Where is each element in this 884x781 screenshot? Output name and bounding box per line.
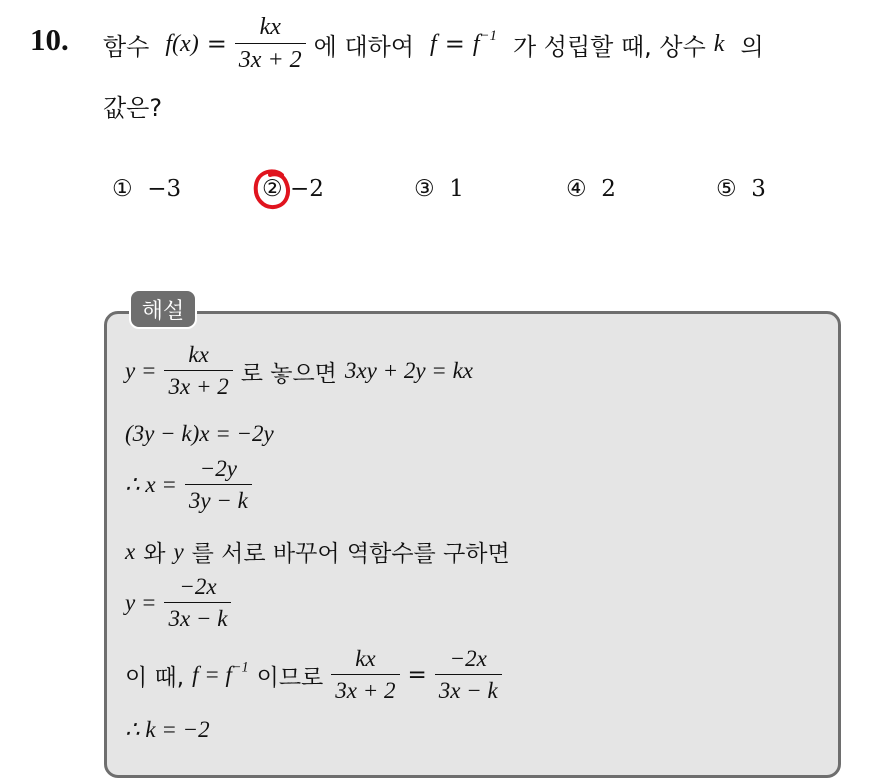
fraction-numerator: −2x	[449, 646, 487, 671]
fraction-denominator: 3x − k	[435, 674, 502, 704]
fraction-denominator: 3x − k	[164, 602, 231, 632]
fraction-denominator: 3y − k	[185, 484, 252, 514]
cond-equals: =	[444, 30, 465, 58]
choice-marker: ②	[262, 176, 283, 202]
choice-marker: ①	[112, 176, 133, 202]
inverse-exponent: −1	[231, 659, 249, 676]
cond-finv: $f^{-1}$	[472, 27, 497, 57]
l4-x: x	[125, 538, 136, 564]
stem-mid: 에 대하여	[313, 32, 415, 61]
stem-end: 의	[740, 32, 764, 61]
fraction-denominator: 3x + 2	[164, 370, 232, 400]
solution-line-3	[125, 456, 252, 514]
fraction-denominator: 3x + 2	[331, 674, 399, 704]
choice-1[interactable]	[112, 176, 181, 202]
inverse-exponent: −1	[479, 27, 497, 44]
choice-marker: ⑤	[716, 176, 737, 202]
question-stem-line2: 값은?	[103, 94, 163, 122]
l6-text: 이 때,	[125, 664, 185, 691]
solution-line-5	[125, 574, 231, 632]
solution-line-4	[125, 535, 510, 568]
function-fraction	[235, 14, 306, 74]
l1-equation: 3xy + 2y = kx	[344, 358, 473, 383]
cond-f: f	[430, 30, 437, 57]
fraction-numerator: kx	[355, 646, 376, 671]
l4-text-a: 와	[143, 541, 166, 567]
choice-value: 3	[751, 176, 766, 202]
const-k: k	[713, 30, 725, 57]
l3-lhs: ∴ x =	[125, 472, 177, 497]
l1-text: 로 놓으면	[240, 360, 337, 387]
fraction-numerator: −2y	[199, 456, 237, 481]
choice-marker: ③	[414, 176, 435, 202]
func-lhs: f(x)	[165, 30, 199, 57]
stem-intro: 함수	[103, 32, 150, 61]
l3-fraction	[185, 456, 252, 514]
fraction-denominator: 3x + 2	[235, 43, 306, 74]
l1-lhs: y =	[125, 358, 157, 383]
fraction-numerator: kx	[188, 342, 209, 367]
l4-text-b: 를 서로 바꾸어 역함수를 구하면	[191, 541, 510, 567]
fraction-numerator: kx	[259, 14, 281, 40]
question-stem-line1	[103, 14, 764, 74]
fraction-numerator: −2x	[179, 574, 217, 599]
l4-y: y	[173, 538, 184, 564]
choice-3[interactable]	[414, 176, 464, 202]
l6-fraction-right	[435, 646, 502, 704]
solution-line-1	[125, 342, 473, 400]
question-number: 10.	[30, 22, 69, 57]
choice-value: −2	[289, 176, 324, 202]
stem-tail: 가 성립할 때, 상수	[512, 32, 706, 61]
choice-value: −3	[147, 176, 182, 202]
l5-lhs: y =	[125, 590, 157, 615]
choice-5[interactable]	[716, 176, 766, 202]
l1-fraction	[164, 342, 232, 400]
choice-value: 2	[601, 176, 616, 202]
solution-tag: 해설	[129, 289, 197, 329]
solution-line-7: ∴ k = −2	[125, 717, 210, 742]
choice-marker: ④	[566, 176, 587, 202]
solution-line-2: (3y − k)x = −2y	[125, 421, 274, 446]
l6-text2: 이므로	[256, 664, 324, 691]
choice-value: 1	[449, 176, 464, 202]
solution-line-6	[125, 646, 502, 704]
l6-fraction-left	[331, 646, 399, 704]
equals-sign: =	[206, 30, 227, 58]
l5-fraction	[164, 574, 231, 632]
choice-4[interactable]	[566, 176, 616, 202]
l6-equals: =	[407, 662, 427, 688]
answer-circle-mark	[252, 167, 292, 211]
l6-equation: $f = f^{-1}$	[192, 659, 249, 687]
